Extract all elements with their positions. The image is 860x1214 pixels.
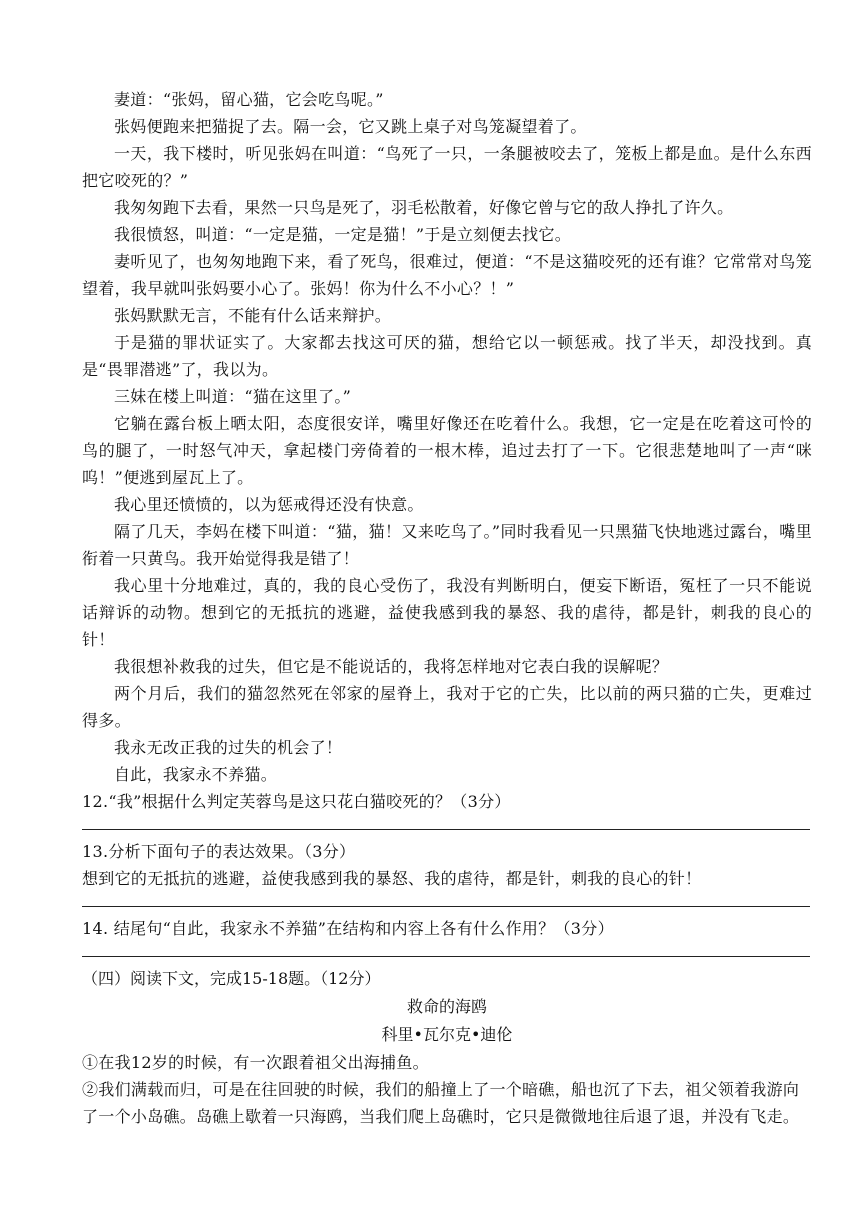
story-paragraph-12: 隔了几天，李妈在楼下叫道：“猫，猫！又来吃鸟了。”同时我看见一只黑猫飞快地逃过露台，嘴里衔着一只黄鸟。我开始觉得我是错了！ (82, 522, 812, 568)
passage-title: 救命的海鸥 (406, 997, 487, 1016)
story-paragraph-11: 我心里还愤愤的，以为惩戒得还没有快意。 (114, 495, 424, 514)
answer-line-13[interactable] (82, 906, 810, 907)
story-paragraph-8: 于是猫的罪状证实了。大家都去找这可厌的猫，想给它以一顿惩戒。找了半天，却没找到。真是“畏罪潜逃”了，我以为。 (82, 333, 812, 379)
story-paragraph-5: 我很愤怒，叫道：“一定是猫，一定是猫！”于是立刻便去找它。 (114, 225, 572, 244)
question-13-title: 13.分析下面句子的表达效果。（3分） (82, 842, 356, 861)
section-4-heading: （四）阅读下文，完成15-18题。（12分） (82, 969, 381, 988)
story-paragraph-3: 一天，我下楼时，听见张妈在叫道：“鸟死了一只，一条腿被咬去了，笼板上都是血。是什么东西把它咬死的？” (82, 144, 812, 190)
passage-author: 科里•瓦尔克•迪伦 (381, 1025, 513, 1044)
story-paragraph-17: 自此，我家永不养猫。 (114, 765, 278, 784)
story-paragraph-16: 我永无改正我的过失的机会了！ (114, 738, 343, 757)
answer-line-12[interactable] (82, 829, 810, 830)
passage-paragraph-2: ②我们满载而归，可是在往回驶的时候，我们的船撞上了一个暗礁，船也沉了下去，祖父领着我游向了一个小岛礁。岛礁上歇着一只海鸥，当我们爬上岛礁时，它只是微微地往后退了退，并没有飞走。 (82, 1080, 800, 1126)
question-12: 12.“我”根据什么判定芙蓉鸟是这只花白猫咬死的？（3分） (82, 792, 511, 811)
story-paragraph-6: 妻听见了，也匆匆地跑下来，看了死鸟，很难过，便道：“不是这猫咬死的还有谁？它常常对鸟笼望着，我早就叫张妈要小心了。张妈！你为什么不小心？！” (82, 252, 812, 298)
story-paragraph-15: 两个月后，我们的猫忽然死在邻家的屋脊上，我对于它的亡失，比以前的两只猫的亡失，更难过得多。 (82, 684, 812, 730)
story-paragraph-14: 我很想补救我的过失，但它是不能说话的，我将怎样地对它表白我的误解呢？ (114, 657, 669, 676)
story-paragraph-4: 我匆匆跑下去看，果然一只鸟是死了，羽毛松散着，好像它曾与它的敌人挣扎了许久。 (114, 198, 734, 217)
story-paragraph-9: 三妹在楼上叫道：“猫在这里了。” (114, 387, 352, 406)
story-paragraph-10: 它躺在露台板上晒太阳，态度很安详，嘴里好像还在吃着什么。我想，它一定是在吃着这可怜的鸟的腿了，一时怒气冲天，拿起楼门旁倚着的一根木棒，追过去打了一下。它很悲楚地叫了一声“咪呜！”便逃到屋瓦上了。 (82, 414, 812, 487)
story-paragraph-1: 妻道：“张妈，留心猫，它会吃鸟呢。” (114, 90, 384, 109)
passage-paragraph-1: ①在我12岁的时候，有一次跟着祖父出海捕鱼。 (82, 1053, 429, 1072)
question-13-sentence: 想到它的无抵抗的逃避，益使我感到我的暴怒、我的虐待，都是针，刺我的良心的针！ (82, 869, 702, 888)
story-paragraph-7: 张妈默默无言，不能有什么话来辩护。 (114, 306, 392, 325)
question-14: 14. 结尾句“自此，我家永不养猫”在结构和内容上各有什么作用？（3分） (82, 919, 614, 938)
story-paragraph-2: 张妈便跑来把猫捉了去。隔一会，它又跳上桌子对鸟笼凝望着了。 (114, 117, 587, 136)
answer-line-14[interactable] (82, 956, 810, 957)
story-paragraph-13: 我心里十分地难过，真的，我的良心受伤了，我没有判断明白，便妄下断语，冤枉了一只不能说话辩诉的动物。想到它的无抵抗的逃避，益使我感到我的暴怒、我的虐待，都是针，刺我的良心的针！ (82, 576, 812, 649)
